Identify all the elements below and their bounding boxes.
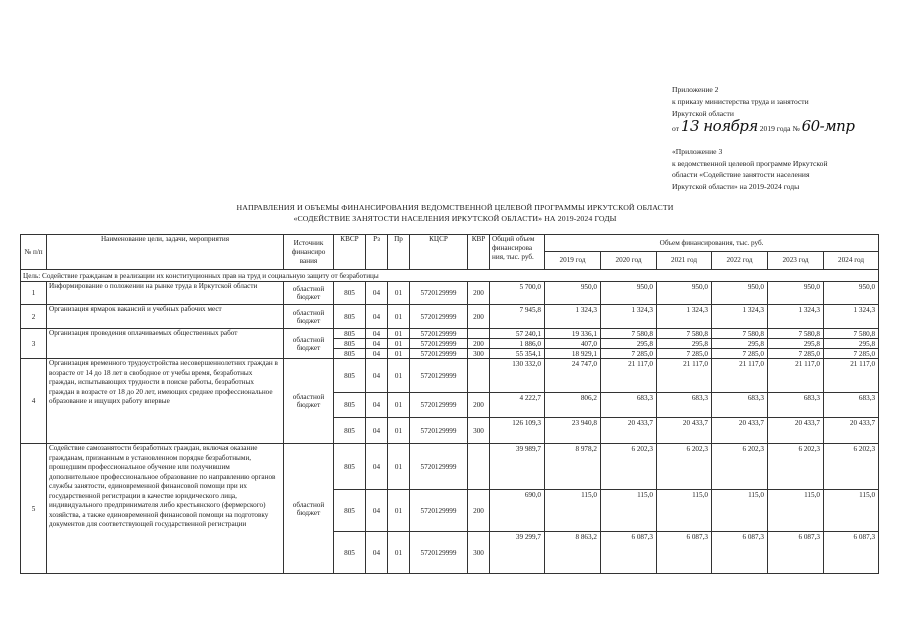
row-num: 2 [21, 305, 47, 329]
cell-pr: 01 [388, 349, 410, 359]
cell-kvsr: 805 [334, 444, 366, 490]
table-row [21, 444, 879, 490]
cell-kvsr: 805 [334, 305, 366, 329]
header-total: Общий объем финансирова ния, тыс. руб. [490, 235, 545, 270]
cell-total: 4 222,7 [490, 393, 545, 418]
row-source: областной бюджет [284, 305, 334, 329]
cell-2020: 115,0 [601, 490, 657, 532]
cell-2019: 806,2 [545, 393, 601, 418]
program-ref-line-3: области «Содействие занятости населения [672, 170, 810, 179]
header-rz: Рз [366, 235, 388, 270]
cell-2021: 683,3 [657, 393, 712, 418]
cell-kcsr: 5720129999 [410, 359, 468, 393]
table-row [21, 359, 879, 393]
header-2020: 2020 год [601, 252, 657, 270]
cell-kvr: 200 [468, 339, 490, 349]
cell-kcsr: 5720129999 [410, 418, 468, 444]
cell-2021: 950,0 [657, 282, 712, 305]
cell-2021: 295,8 [657, 339, 712, 349]
cell-kcsr: 5720129999 [410, 393, 468, 418]
cell-2022: 950,0 [712, 282, 768, 305]
row-num: 1 [21, 282, 47, 305]
cell-2020: 683,3 [601, 393, 657, 418]
cell-total: 126 109,3 [490, 418, 545, 444]
cell-kvsr: 805 [334, 393, 366, 418]
cell-2022: 115,0 [712, 490, 768, 532]
cell-kvsr: 805 [334, 490, 366, 532]
row-num: 3 [21, 329, 47, 359]
cell-pr: 01 [388, 329, 410, 339]
cell-2020: 7 580,8 [601, 329, 657, 339]
handwritten-number: 60-мпр [801, 117, 855, 135]
cell-2024: 950,0 [824, 282, 879, 305]
date-prefix: от [672, 124, 680, 133]
header-2023: 2023 год [768, 252, 824, 270]
cell-2023: 1 324,3 [768, 305, 824, 329]
cell-2020: 21 117,0 [601, 359, 657, 393]
cell-rz: 04 [366, 490, 388, 532]
document-title-line-2: «СОДЕЙСТВИЕ ЗАНЯТОСТИ НАСЕЛЕНИЯ ИРКУТСКОЙ ОБЛАСТИ» НА 2019-2024 ГОДЫ [293, 214, 617, 223]
cell-total: 57 240,1 [490, 329, 545, 339]
row-num: 5 [21, 444, 47, 574]
header-2024: 2024 год [824, 252, 879, 270]
header-2019: 2019 год [545, 252, 601, 270]
cell-2023: 7 285,0 [768, 349, 824, 359]
cell-pr: 01 [388, 305, 410, 329]
cell-2024: 21 117,0 [824, 359, 879, 393]
cell-pr: 01 [388, 282, 410, 305]
cell-2019: 115,0 [545, 490, 601, 532]
cell-2022: 683,3 [712, 393, 768, 418]
header-2021: 2021 год [657, 252, 712, 270]
cell-rz: 04 [366, 349, 388, 359]
program-ref-line-2: к ведомственной целевой программе Иркутской [672, 158, 828, 168]
cell-2023: 683,3 [768, 393, 824, 418]
cell-2021: 1 324,3 [657, 305, 712, 329]
header-pr: Пр [388, 235, 410, 270]
cell-total: 1 886,0 [490, 339, 545, 349]
cell-rz: 04 [366, 418, 388, 444]
row-name: Содействие самозанятости безработных граждан, включая оказание гражданам, признанным в установленном порядке безработными, прошедшим профессиональное обучение или получившим дополнительное профессиональное образование по направлению органов службы занятости, единовременной финансовой помощи при их государственной регистрации в качестве юридического лица, индивидуального предпринимателя либо крестьянского (фермерского) хозяйства, а также единовременной финансовой помощи на подготовку документов для соответствующей государственной регистрации [47, 444, 284, 574]
row-source: областной бюджет [284, 444, 334, 574]
header-2022: 2022 год [712, 252, 768, 270]
cell-2019: 1 324,3 [545, 305, 601, 329]
cell-rz: 04 [366, 359, 388, 393]
cell-2020: 1 324,3 [601, 305, 657, 329]
appendix-header [672, 84, 897, 135]
cell-kvr: 300 [468, 349, 490, 359]
program-ref-line-1: «Приложение 3 [672, 147, 723, 156]
cell-pr: 01 [388, 339, 410, 349]
header-kcsr: КЦСР [410, 235, 468, 270]
cell-total: 55 354,1 [490, 349, 545, 359]
cell-2019: 23 940,8 [545, 418, 601, 444]
cell-2019: 407,0 [545, 339, 601, 349]
cell-kvsr: 805 [334, 418, 366, 444]
cell-kvr: 200 [468, 282, 490, 305]
cell-2024: 7 285,0 [824, 349, 879, 359]
header-kvsr: КВСР [334, 235, 366, 270]
cell-2019: 18 929,1 [545, 349, 601, 359]
cell-kvr: 300 [468, 418, 490, 444]
table-row [21, 329, 879, 339]
cell-2020: 6 202,3 [601, 444, 657, 490]
date-mid: 2019 года № [759, 124, 800, 133]
cell-kcsr: 5720129999 [410, 532, 468, 574]
cell-kvsr: 805 [334, 329, 366, 339]
cell-2021: 7 285,0 [657, 349, 712, 359]
header-num: № п/п [21, 235, 47, 270]
cell-2021: 7 580,8 [657, 329, 712, 339]
cell-pr: 01 [388, 490, 410, 532]
handwritten-date: 13 ноября [680, 117, 758, 135]
cell-kcsr: 5720129999 [410, 444, 468, 490]
cell-2024: 6 202,3 [824, 444, 879, 490]
row-name: Организация проведения оплачиваемых общественных работ [47, 329, 284, 359]
cell-2023: 295,8 [768, 339, 824, 349]
table-header-row [21, 235, 879, 252]
cell-2022: 6 087,3 [712, 532, 768, 574]
cell-rz: 04 [366, 305, 388, 329]
cell-2024: 6 087,3 [824, 532, 879, 574]
cell-kvsr: 805 [334, 359, 366, 393]
appendix-program-reference [672, 146, 897, 192]
cell-pr: 01 [388, 393, 410, 418]
cell-2023: 950,0 [768, 282, 824, 305]
cell-2022: 21 117,0 [712, 359, 768, 393]
document-title-line-1: НАПРАВЛЕНИЯ И ОБЪЕМЫ ФИНАНСИРОВАНИЯ ВЕДОМСТВЕННОЙ ЦЕЛЕВОЙ ПРОГРАММЫ ИРКУТСКОЙ ОБЛАСТИ [236, 203, 674, 212]
cell-kvr: 200 [468, 393, 490, 418]
cell-kvr: 200 [468, 305, 490, 329]
cell-2020: 950,0 [601, 282, 657, 305]
cell-2024: 1 324,3 [824, 305, 879, 329]
cell-kvsr: 805 [334, 339, 366, 349]
cell-total: 130 332,0 [490, 359, 545, 393]
cell-kcsr: 5720129999 [410, 349, 468, 359]
appendix-line-1: Приложение 2 [672, 85, 719, 94]
cell-rz: 04 [366, 329, 388, 339]
cell-kcsr: 5720129999 [410, 282, 468, 305]
cell-total: 39 989,7 [490, 444, 545, 490]
cell-pr: 01 [388, 532, 410, 574]
cell-2019: 24 747,0 [545, 359, 601, 393]
cell-total: 7 945,8 [490, 305, 545, 329]
cell-2022: 6 202,3 [712, 444, 768, 490]
cell-kcsr: 5720129999 [410, 490, 468, 532]
cell-total: 5 700,0 [490, 282, 545, 305]
cell-pr: 01 [388, 418, 410, 444]
appendix-line-2: к приказу министерства труда и занятости [672, 97, 809, 106]
cell-rz: 04 [366, 339, 388, 349]
cell-2024: 295,8 [824, 339, 879, 349]
cell-rz: 04 [366, 532, 388, 574]
goal-text: Цель: Содействие гражданам в реализации их конституционных прав на труд и социальную защиту от безработицы [21, 270, 879, 282]
table-row [21, 282, 879, 305]
cell-2024: 683,3 [824, 393, 879, 418]
cell-2021: 6 087,3 [657, 532, 712, 574]
cell-rz: 04 [366, 393, 388, 418]
cell-2021: 115,0 [657, 490, 712, 532]
row-source: областной бюджет [284, 359, 334, 444]
cell-total: 39 299,7 [490, 532, 545, 574]
cell-kvsr: 805 [334, 349, 366, 359]
cell-2023: 6 202,3 [768, 444, 824, 490]
cell-rz: 04 [366, 282, 388, 305]
cell-kvr [468, 359, 490, 393]
financing-table [20, 234, 879, 574]
cell-2022: 20 433,7 [712, 418, 768, 444]
cell-2022: 1 324,3 [712, 305, 768, 329]
appendix-line-3: Иркутской области [672, 109, 734, 118]
cell-2023: 6 087,3 [768, 532, 824, 574]
cell-kvr [468, 444, 490, 490]
header-kvr: КВР [468, 235, 490, 270]
row-name: Организация ярмарок вакансий и учебных рабочих мест [47, 305, 284, 329]
cell-kvr: 200 [468, 490, 490, 532]
cell-kvr [468, 329, 490, 339]
cell-kcsr: 5720129999 [410, 339, 468, 349]
appendix-date-line [672, 117, 897, 135]
cell-2022: 295,8 [712, 339, 768, 349]
cell-2023: 20 433,7 [768, 418, 824, 444]
cell-2024: 20 433,7 [824, 418, 879, 444]
cell-2019: 8 978,2 [545, 444, 601, 490]
goal-row [21, 270, 879, 282]
cell-kvsr: 805 [334, 282, 366, 305]
cell-2021: 20 433,7 [657, 418, 712, 444]
cell-2023: 115,0 [768, 490, 824, 532]
row-source: областной бюджет [284, 282, 334, 305]
cell-2022: 7 285,0 [712, 349, 768, 359]
cell-2019: 19 336,1 [545, 329, 601, 339]
cell-2023: 7 580,8 [768, 329, 824, 339]
cell-2024: 7 580,8 [824, 329, 879, 339]
row-name: Организация временного трудоустройства несовершеннолетних граждан в возрасте от 14 до 18 лет в свободное от учебы время, безработных граждан, испытывающих трудности в поиске работы, безработных граждан в возрасте от 18 до 20 лет, имеющих среднее профессиональное образование и ищущих работу впервые [47, 359, 284, 444]
row-source: областной бюджет [284, 329, 334, 359]
cell-total: 690,0 [490, 490, 545, 532]
cell-2021: 6 202,3 [657, 444, 712, 490]
header-volume: Объем финансирования, тыс. руб. [545, 235, 879, 252]
cell-2020: 295,8 [601, 339, 657, 349]
cell-2019: 950,0 [545, 282, 601, 305]
cell-2023: 21 117,0 [768, 359, 824, 393]
cell-2020: 7 285,0 [601, 349, 657, 359]
cell-kvr: 300 [468, 532, 490, 574]
cell-2024: 115,0 [824, 490, 879, 532]
row-num: 4 [21, 359, 47, 444]
row-name: Информирование о положении на рынке труда в Иркутской области [47, 282, 284, 305]
header-name: Наименование цели, задачи, мероприятия [47, 235, 284, 270]
cell-kvsr: 805 [334, 532, 366, 574]
cell-2020: 6 087,3 [601, 532, 657, 574]
cell-2019: 8 863,2 [545, 532, 601, 574]
program-ref-line-4: Иркутской области» на 2019-2024 годы [672, 181, 800, 191]
cell-rz: 04 [366, 444, 388, 490]
cell-2020: 20 433,7 [601, 418, 657, 444]
table-row [21, 305, 879, 329]
cell-2021: 21 117,0 [657, 359, 712, 393]
cell-2022: 7 580,8 [712, 329, 768, 339]
cell-pr: 01 [388, 359, 410, 393]
cell-pr: 01 [388, 444, 410, 490]
cell-kcsr: 5720129999 [410, 305, 468, 329]
cell-kcsr: 5720129999 [410, 329, 468, 339]
header-source: Источник финансиро вания [284, 235, 334, 270]
